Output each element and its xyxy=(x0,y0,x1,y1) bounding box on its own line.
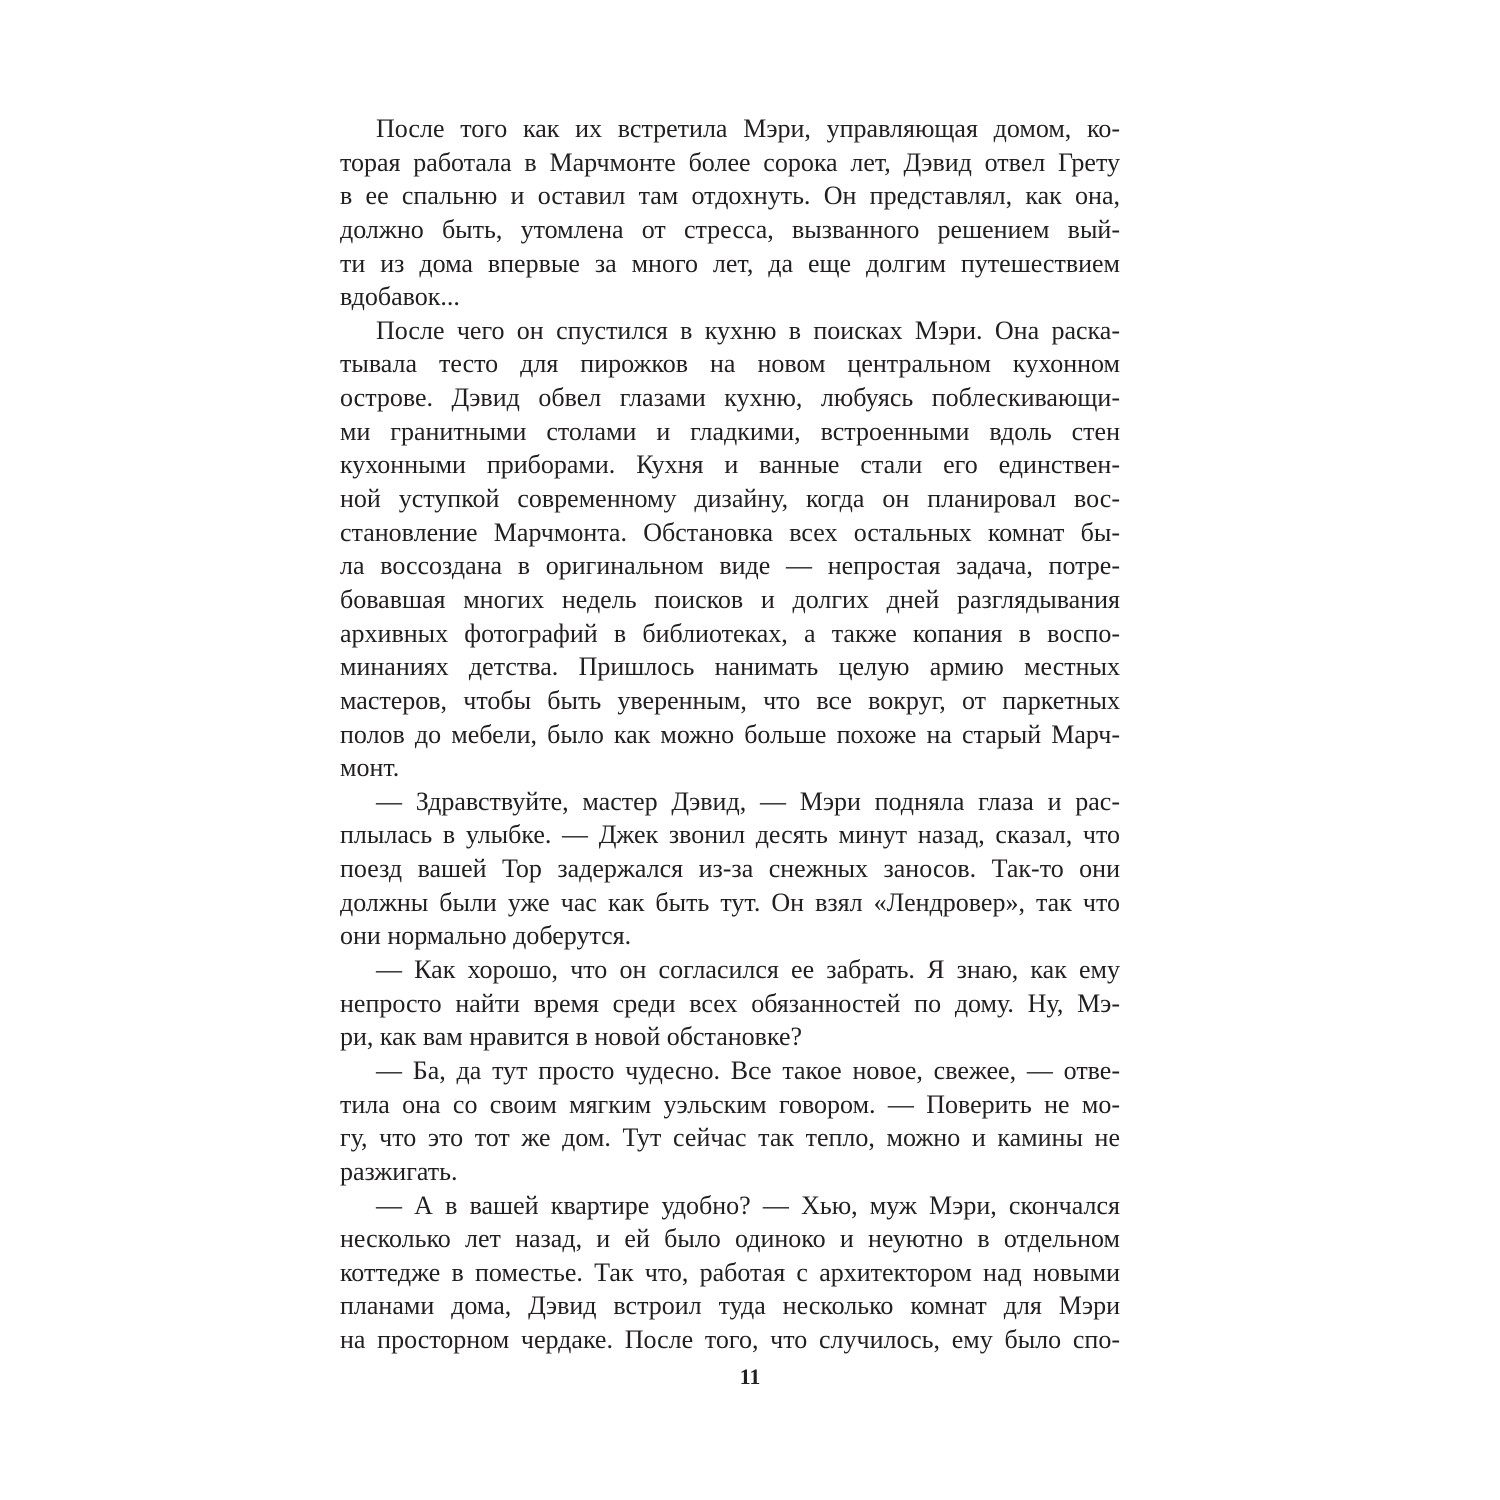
text-line: — Здравствуйте, мастер Дэвид, — Мэри подняла глаза и рас- xyxy=(376,786,1120,816)
text-line: После того как их встретила Мэри, управляющая домом, ко- xyxy=(376,114,1120,143)
text-line: должны были уже час как быть тут. Он взял «Лендровер», так что xyxy=(340,887,1120,917)
text-line: минаниях детства. Пришлось нанимать целую армию местных xyxy=(340,652,1120,682)
text-line: — Ба, да тут просто чудесно. Все такое новое, свежее, — отве- xyxy=(376,1055,1120,1085)
page-number: 11 xyxy=(739,1364,761,1389)
text-line: ми гранитными столами и гладкими, встроенными вдоль стен xyxy=(340,416,1120,446)
text-line: поезд вашей Тор задержался из-за снежных заносов. Так-то они xyxy=(340,854,1120,884)
text-line: После чего он спустился в кухню в поисках Мэри. Она раска- xyxy=(376,315,1120,345)
text-line: архивных фотографий в библиотеках, а также копания в воспо- xyxy=(340,618,1120,648)
text-line: на просторном чердаке. После того, что случилось, ему было спо- xyxy=(340,1325,1120,1355)
text-line: тывала тесто для пирожков на новом центральном кухонном xyxy=(340,349,1120,379)
text-line: кухонными приборами. Кухня и ванные стали его единствен- xyxy=(340,450,1120,480)
text-line: коттедже в поместье. Так что, работая с архитектором над новыми xyxy=(340,1257,1120,1287)
text-line: ной уступкой современному дизайну, когда он планировал вос- xyxy=(340,484,1120,514)
text-line: тила она со своим мягким уэльским говором. — Поверить не мо- xyxy=(340,1089,1120,1119)
text-line: планами дома, Дэвид встроил туда несколько комнат для Мэри xyxy=(340,1291,1120,1321)
text-line: вдобавок... xyxy=(340,282,460,312)
text-line: гу, что это тот же дом. Тут сейчас так тепло, можно и камины не xyxy=(340,1123,1120,1153)
text-line: торая работала в Марчмонте более сорока лет, Дэвид отвел Грету xyxy=(340,147,1120,177)
text-line: должно быть, утомлена от стресса, вызванного решением вый- xyxy=(340,214,1120,244)
text-line: становление Марчмонта. Обстановка всех остальных комнат бы- xyxy=(340,517,1120,547)
body-text xyxy=(340,112,1120,1357)
text-line: — А в вашей квартире удобно? — Хью, муж Мэри, скончался xyxy=(376,1190,1120,1220)
text-line: мастеров, чтобы быть уверенным, что все вокруг, от паркетных xyxy=(340,685,1120,715)
text-line: ти из дома впервые за много лет, да еще долгим путешествием xyxy=(340,248,1120,278)
text-line: разжигать. xyxy=(340,1156,458,1186)
text-line: они нормально доберутся. xyxy=(340,921,632,951)
text-line: монт. xyxy=(340,753,400,783)
text-line: ри, как вам нравится в новой обстановке? xyxy=(340,1022,803,1052)
text-line: ла воссоздана в оригинальном виде — непростая задача, потре- xyxy=(340,551,1120,581)
text-line: — Как хорошо, что он согласился ее забрать. Я знаю, как ему xyxy=(376,955,1120,985)
text-line: острове. Дэвид обвел глазами кухню, любуясь поблескивающи- xyxy=(340,383,1120,413)
text-line: плылась в улыбке. — Джек звонил десять минут назад, сказал, что xyxy=(340,820,1120,850)
text-line: полов до мебели, было как можно больше похоже на старый Марч- xyxy=(340,719,1120,749)
text-line: бовавшая многих недель поисков и долгих дней разглядывания xyxy=(340,584,1120,614)
text-line: в ее спальню и оставил там отдохнуть. Он представлял, как она, xyxy=(340,181,1120,211)
text-line: непросто найти время среди всех обязанностей по дому. Ну, Мэ- xyxy=(340,988,1120,1018)
text-line: несколько лет назад, и ей было одиноко и неуютно в отдельном xyxy=(340,1224,1120,1254)
